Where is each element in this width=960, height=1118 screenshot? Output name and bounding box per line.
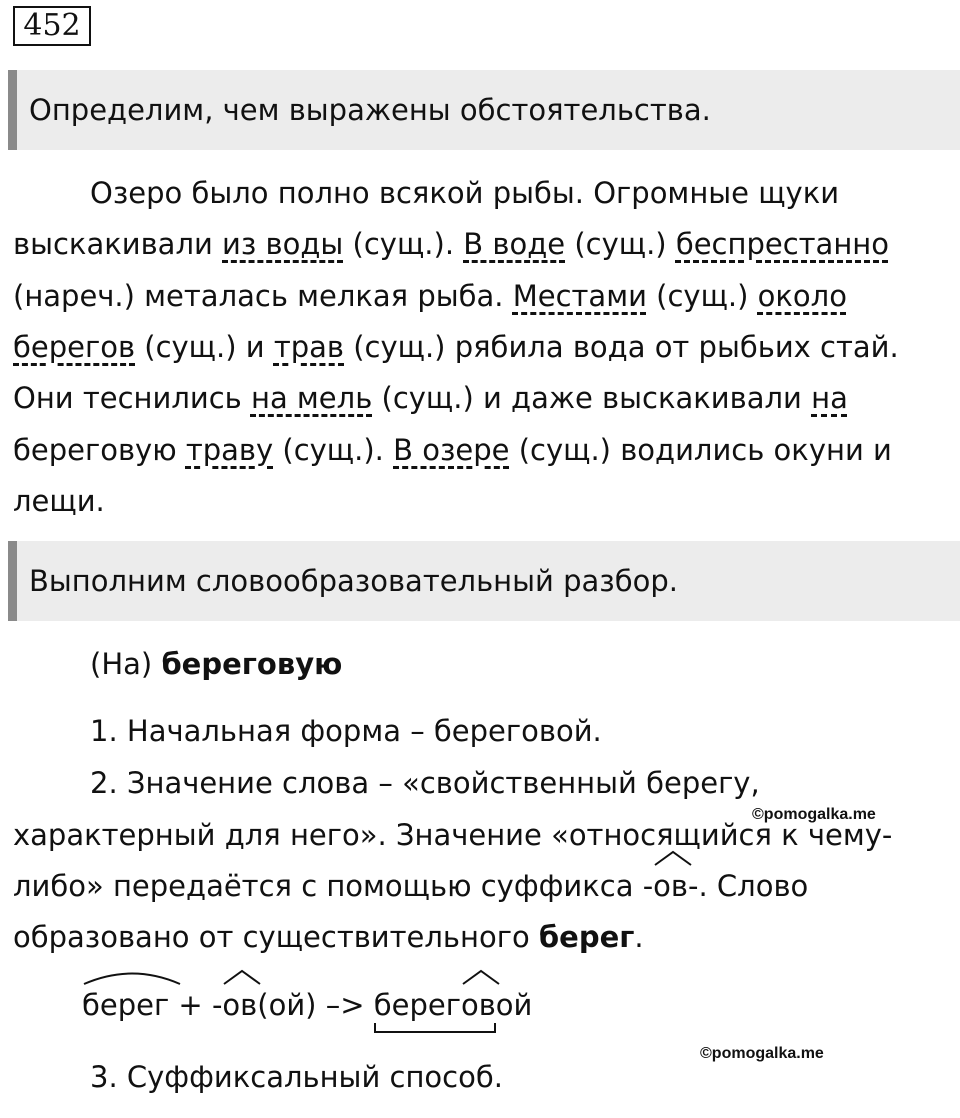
circumstance-phrase: на мель bbox=[250, 381, 373, 415]
suffix-text: ов bbox=[653, 869, 689, 903]
text-line-3 bbox=[13, 276, 847, 316]
text-fragment: (сущ.) bbox=[646, 279, 758, 313]
text-fragment: (сущ.) рябила вода от рыбьих стай. bbox=[344, 330, 899, 364]
text-line-2 bbox=[13, 224, 889, 264]
text-fragment: образовано от существительного bbox=[13, 920, 539, 954]
word-prefix: (На) bbox=[90, 647, 162, 681]
text-fragment: выскакивали bbox=[13, 227, 223, 261]
root-mark bbox=[82, 985, 169, 1025]
text-line-6 bbox=[13, 430, 892, 470]
text-fragment: (сущ.). bbox=[343, 227, 464, 261]
text-fragment: Они теснились bbox=[13, 381, 251, 415]
circumstance-phrase: В воде bbox=[463, 227, 566, 261]
suffix-caret-icon bbox=[461, 969, 501, 985]
suffix-caret-icon bbox=[222, 969, 262, 985]
derivation-arrow: –> bbox=[316, 988, 374, 1022]
ending-text: (ой) bbox=[257, 988, 317, 1022]
analyzed-word bbox=[90, 644, 342, 684]
text-fragment: (сущ.) bbox=[565, 227, 676, 261]
point-2-line-3 bbox=[13, 866, 808, 906]
circumstance-phrase: беспрестанно bbox=[675, 227, 889, 261]
suffix-mark bbox=[653, 866, 688, 906]
circumstance-phrase: берегов bbox=[13, 330, 136, 364]
text-fragment: береговую bbox=[13, 433, 186, 467]
ending-text: ой bbox=[495, 988, 533, 1022]
exercise-number: 452 bbox=[13, 6, 91, 46]
circumstance-phrase: трав bbox=[273, 330, 344, 364]
base-bracket bbox=[374, 1023, 496, 1033]
root-text: берег bbox=[82, 988, 170, 1022]
text-fragment: . bbox=[634, 920, 644, 954]
text-line-5 bbox=[13, 378, 848, 418]
text-line-4 bbox=[13, 327, 899, 367]
suffix-text: ов bbox=[222, 988, 258, 1022]
section-heading-circumstances: Определим, чем выражены обстоятельства. bbox=[8, 70, 960, 150]
source-word: берег bbox=[538, 920, 635, 954]
derived-base-root: берег bbox=[373, 988, 461, 1022]
derived-base bbox=[374, 985, 496, 1025]
plus-sign: + - bbox=[169, 988, 223, 1022]
text-fragment: (нареч.) металась мелкая рыба. bbox=[13, 279, 513, 313]
section-heading-word-analysis: Выполним словообразовательный разбор. bbox=[8, 541, 960, 621]
circumstance-phrase: Местами bbox=[512, 279, 647, 313]
suffix-mark bbox=[222, 985, 257, 1025]
text-fragment: -. Слово bbox=[688, 869, 809, 903]
text-fragment: (сущ.) водились окуни и bbox=[509, 433, 892, 467]
point-2-line-2: характерный для него». Значение «относящийся к чему- bbox=[13, 818, 893, 852]
derivation-formula bbox=[82, 985, 532, 1025]
point-2-line-4 bbox=[13, 917, 644, 957]
point-3: 3. Суффиксальный способ. bbox=[90, 1060, 503, 1094]
text-fragment: (сущ.) и bbox=[135, 330, 274, 364]
circumstance-phrase: В озере bbox=[393, 433, 510, 467]
circumstance-phrase: траву bbox=[185, 433, 274, 467]
point-2-line-1: 2. Значение слова – «свойственный берегу, bbox=[90, 766, 760, 800]
watermark: ©pomogalka.me bbox=[752, 806, 876, 823]
text-fragment: (сущ.). bbox=[273, 433, 394, 467]
circumstance-phrase: около bbox=[757, 279, 847, 313]
circumstance-phrase: на bbox=[811, 381, 848, 415]
suffix-caret-icon bbox=[653, 850, 693, 866]
watermark: ©pomogalka.me bbox=[700, 1045, 824, 1062]
text-fragment: (сущ.) и даже выскакивали bbox=[372, 381, 812, 415]
text-line-1: Озеро было полно всякой рыбы. Огромные щуки bbox=[90, 176, 840, 210]
circumstance-phrase: из воды bbox=[222, 227, 344, 261]
root-arc-icon bbox=[82, 969, 182, 985]
suffix-mark bbox=[461, 985, 496, 1025]
point-1: 1. Начальная форма – береговой. bbox=[90, 714, 602, 748]
suffix-text: ов bbox=[460, 988, 496, 1022]
word-bold: береговую bbox=[161, 647, 343, 681]
text-line-7: лещи. bbox=[13, 484, 105, 518]
text-fragment: либо» передаётся с помощью суффикса - bbox=[13, 869, 654, 903]
